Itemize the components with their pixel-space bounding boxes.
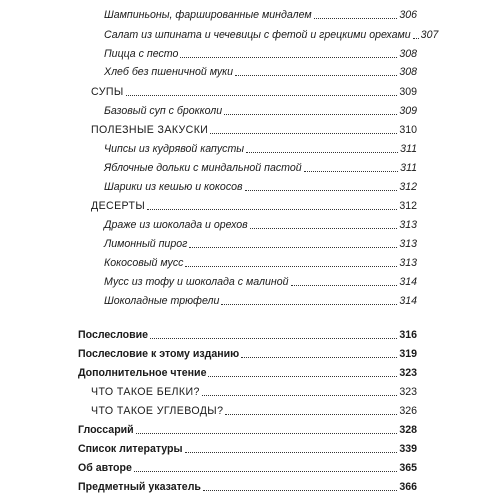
toc-chapter-title: Предметный указатель	[78, 481, 201, 493]
toc-chapter-title: Дополнительное чтение	[78, 367, 207, 379]
toc-entry-page: 314	[399, 276, 417, 288]
toc-chapter-page: 316	[399, 329, 417, 341]
toc-leader-dots	[413, 38, 419, 39]
toc-chapter-title: Об авторе	[78, 462, 132, 474]
toc-leader-dots	[208, 376, 397, 377]
toc-chapter-page: 339	[399, 443, 417, 455]
toc-leader-dots	[235, 75, 397, 76]
toc-entry-page: 311	[400, 143, 417, 155]
toc-entry-title: Чипсы из кудрявой капусты	[104, 143, 245, 155]
toc-entry[interactable]	[104, 64, 417, 78]
toc-entry-page: 308	[399, 48, 417, 60]
toc-leader-dots	[210, 133, 397, 134]
toc-section-page: 310	[399, 124, 417, 136]
toc-section-title: ЧТО ТАКОЕ БЕЛКИ?	[91, 386, 200, 398]
toc-entry-page: 306	[399, 9, 417, 21]
toc-section-title: ДЕСЕРТЫ	[91, 200, 146, 212]
toc-chapter[interactable]	[78, 346, 417, 360]
toc-chapter-page: 328	[399, 424, 417, 436]
toc-entry-title: Шоколадные трюфели	[104, 295, 220, 307]
toc-entry[interactable]	[104, 160, 417, 174]
toc-leader-dots	[224, 114, 397, 115]
toc-entry[interactable]	[104, 255, 417, 269]
toc-entry-title: Драже из шоколада и орехов	[104, 219, 248, 231]
toc-leader-dots	[250, 228, 398, 229]
toc-entry[interactable]	[104, 179, 417, 193]
toc-chapter[interactable]	[78, 365, 417, 379]
toc-entry-page: 312	[399, 181, 417, 193]
toc-section[interactable]	[91, 384, 417, 398]
toc-chapter[interactable]	[78, 327, 417, 341]
toc-leader-dots	[134, 471, 397, 472]
toc-leader-dots	[241, 357, 397, 358]
toc-section[interactable]	[91, 84, 417, 98]
toc-entry-title: Базовый суп с брокколи	[104, 105, 223, 117]
toc-chapter-page: 366	[399, 481, 417, 493]
toc-leader-dots	[225, 414, 397, 415]
toc-leader-dots	[185, 452, 398, 453]
toc-leader-dots	[126, 95, 398, 96]
toc-section-title: ПОЛЕЗНЫЕ ЗАКУСКИ	[91, 124, 209, 136]
toc-entry[interactable]	[104, 27, 439, 41]
toc-entry-title: Пицца с песто	[104, 48, 179, 60]
toc-leader-dots	[245, 190, 398, 191]
toc-entry[interactable]	[104, 293, 417, 307]
toc-leader-dots	[147, 209, 397, 210]
toc-entry-page: 313	[399, 219, 417, 231]
toc-entry-title: Шарики из кешью и кокосов	[104, 181, 243, 193]
toc-chapter-title: Список литературы	[78, 443, 183, 455]
toc-leader-dots	[185, 266, 397, 267]
toc-entry-page: 308	[399, 66, 417, 78]
toc-entry-title: Кокосовый мусс	[104, 257, 184, 269]
toc-leader-dots	[246, 152, 398, 153]
toc-entry-page: 313	[399, 257, 417, 269]
toc-leader-dots	[150, 338, 397, 339]
toc-entry-page: 307	[420, 29, 439, 41]
toc-leader-dots	[314, 18, 398, 19]
toc-entry[interactable]	[104, 236, 417, 250]
toc-leader-dots	[180, 57, 397, 58]
toc-entry-page: 314	[399, 295, 417, 307]
toc-entry-title: Хлеб без пшеничной муки	[104, 66, 234, 78]
toc-section-page: 312	[399, 200, 417, 212]
toc-section-page: 323	[399, 386, 417, 398]
toc-chapter[interactable]	[78, 479, 417, 493]
toc-entry-title: Мусс из тофу и шоколада с малиной	[104, 276, 289, 288]
toc-chapter-page: 319	[399, 348, 417, 360]
toc-leader-dots	[203, 490, 397, 491]
toc-entry-page: 311	[400, 162, 417, 174]
toc-section-page: 326	[399, 405, 417, 417]
toc-entry[interactable]	[104, 274, 417, 288]
toc-entry-title: Шампиньоны, фаршированные миндалем	[104, 9, 312, 21]
toc-entry-page: 313	[399, 238, 417, 250]
toc-chapter-title: Глоссарий	[78, 424, 134, 436]
toc-entry[interactable]	[104, 217, 417, 231]
toc-section-title: ЧТО ТАКОЕ УГЛЕВОДЫ?	[91, 405, 224, 417]
toc-section-page: 309	[399, 86, 417, 98]
toc-chapter[interactable]	[78, 441, 417, 455]
toc-chapter[interactable]	[78, 460, 417, 474]
toc-section[interactable]	[91, 122, 417, 136]
toc-section[interactable]	[91, 198, 417, 212]
toc-chapter-page: 323	[399, 367, 417, 379]
toc-entry[interactable]	[104, 141, 417, 155]
toc-leader-dots	[221, 304, 397, 305]
toc-chapter-page: 365	[399, 462, 417, 474]
toc-entry[interactable]	[104, 103, 417, 117]
toc-entry-title: Лимонный пирог	[104, 238, 188, 250]
toc-entry-title: Яблочные дольки с миндальной пастой	[104, 162, 302, 174]
toc-leader-dots	[304, 171, 398, 172]
toc-entry[interactable]	[104, 7, 417, 21]
toc-chapter[interactable]	[78, 422, 417, 436]
toc-section[interactable]	[91, 403, 417, 417]
toc-chapter-title: Послесловие к этому изданию	[78, 348, 240, 360]
toc-chapter-title: Послесловие	[78, 329, 149, 341]
toc-leader-dots	[136, 433, 398, 434]
toc-leader-dots	[189, 247, 397, 248]
toc-entry-title: Салат из шпината и чечевицы с фетой и грецкими орехами	[104, 29, 411, 41]
toc-leader-dots	[291, 285, 398, 286]
toc-section-title: СУПЫ	[91, 86, 124, 98]
toc-leader-dots	[202, 395, 398, 396]
toc-entry[interactable]	[104, 46, 417, 60]
toc-entry-page: 309	[399, 105, 417, 117]
